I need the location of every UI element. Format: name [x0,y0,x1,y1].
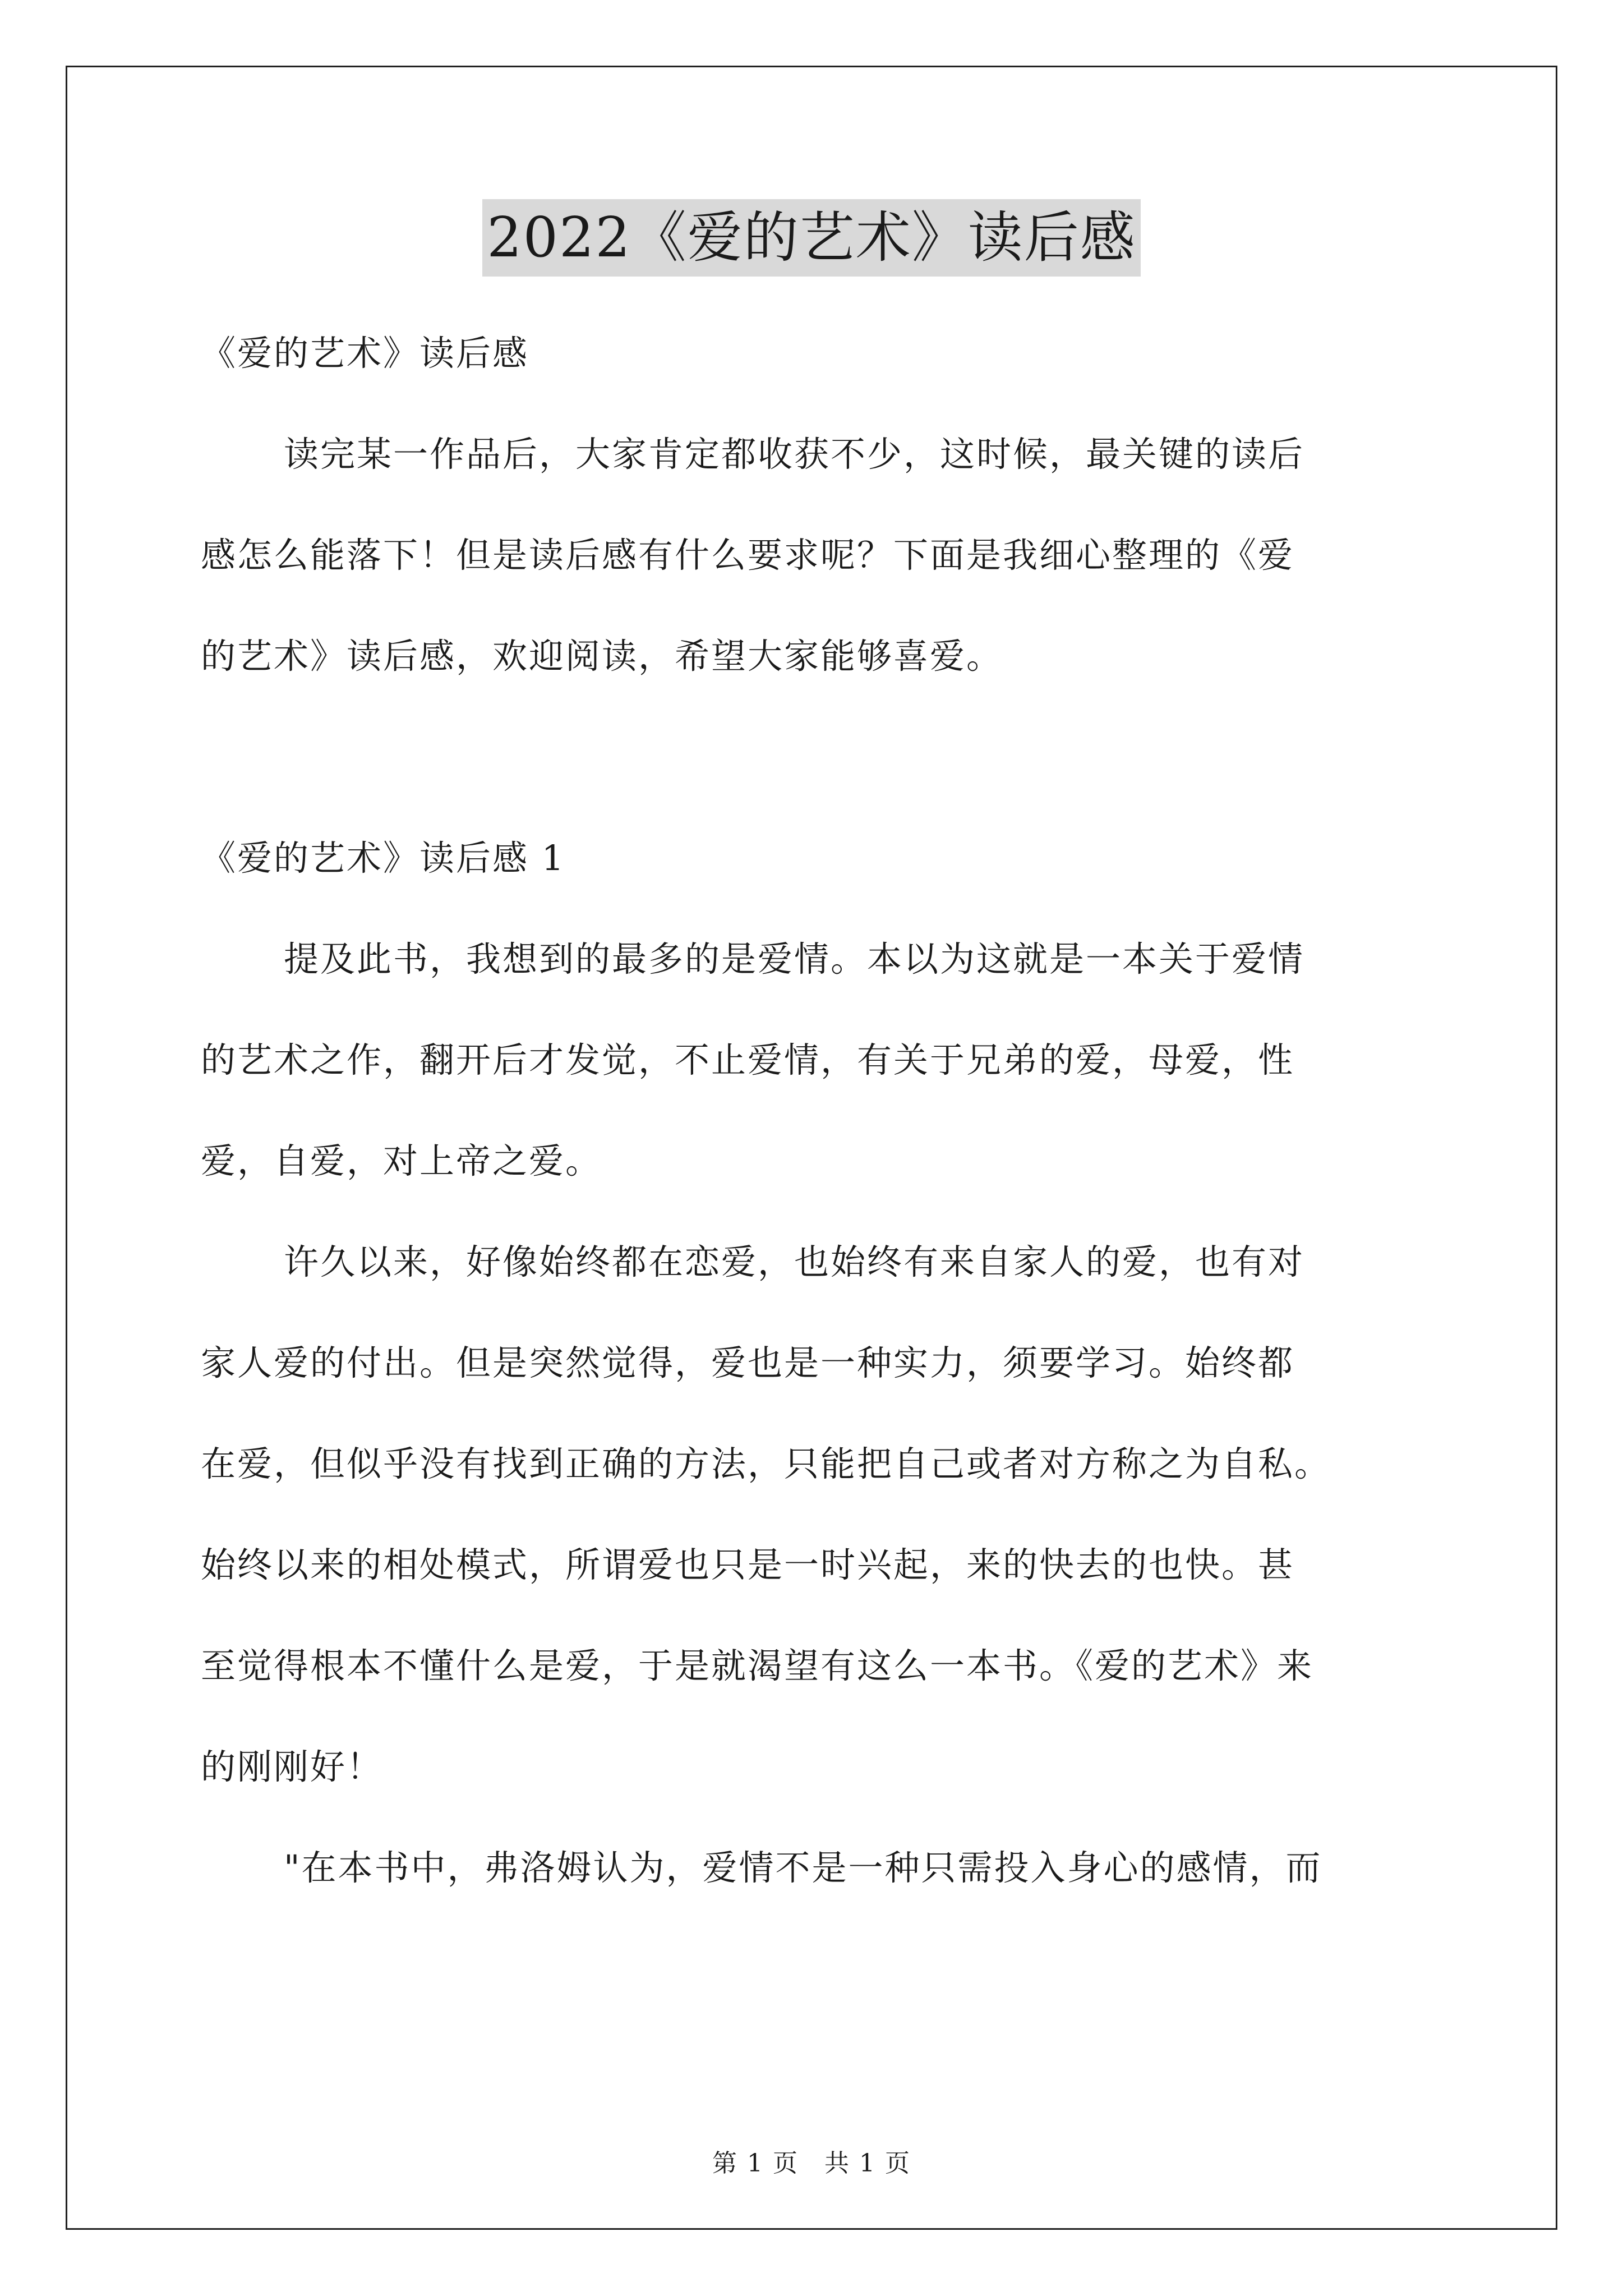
paragraph-line: 爱，自爱，对上帝之爱。 [201,1140,602,1181]
page-footer: 第 1 页 共 1 页 [712,2149,911,2178]
document-title: 2022《爱的艺术》读后感 [482,199,1140,277]
paragraph-line: 的艺术之作，翻开后才发觉，不止爱情，有关于兄弟的爱，母爱，性 [201,1039,1295,1080]
paragraph-line: 至觉得根本不懂什么是爱，于是就渴望有这么一本书。《爱的艺术》来 [201,1645,1314,1686]
paragraph-line: 家人爱的付出。但是突然觉得，爱也是一种实力，须要学习。始终都 [201,1342,1295,1383]
section-spacer [201,707,1435,808]
section-heading: 《爱的艺术》读后感 1 [201,838,566,878]
paragraph-line: "在本书中，弗洛姆认为，爱情不是一种只需投入身心的感情，而 [284,1847,1322,1888]
intro-heading: 《爱的艺术》读后感 [201,333,529,374]
paragraph-line: 提及此书，我想到的最多的是爱情。本以为这就是一本关于爱情 [284,938,1305,979]
document-body [201,303,1435,1918]
paragraph-line: 在爱，但似乎没有找到正确的方法，只能把自己或者对方称之为自私。 [201,1443,1331,1484]
intro-line: 读完某一作品后，大家肯定都收获不少，这时候，最关键的读后 [284,434,1305,475]
intro-line: 的艺术》读后感，欢迎阅读，希望大家能够喜爱。 [201,636,1003,677]
intro-line: 感怎么能落下！但是读后感有什么要求呢？下面是我细心整理的《爱 [201,535,1295,576]
paragraph-line: 许久以来，好像始终都在恋爱，也始终有来自家人的爱，也有对 [284,1241,1305,1282]
paragraph-line: 始终以来的相处模式，所谓爱也只是一时兴起，来的快去的也快。甚 [201,1544,1295,1585]
title-container [0,199,1623,277]
paragraph-line: 的刚刚好！ [201,1746,384,1787]
